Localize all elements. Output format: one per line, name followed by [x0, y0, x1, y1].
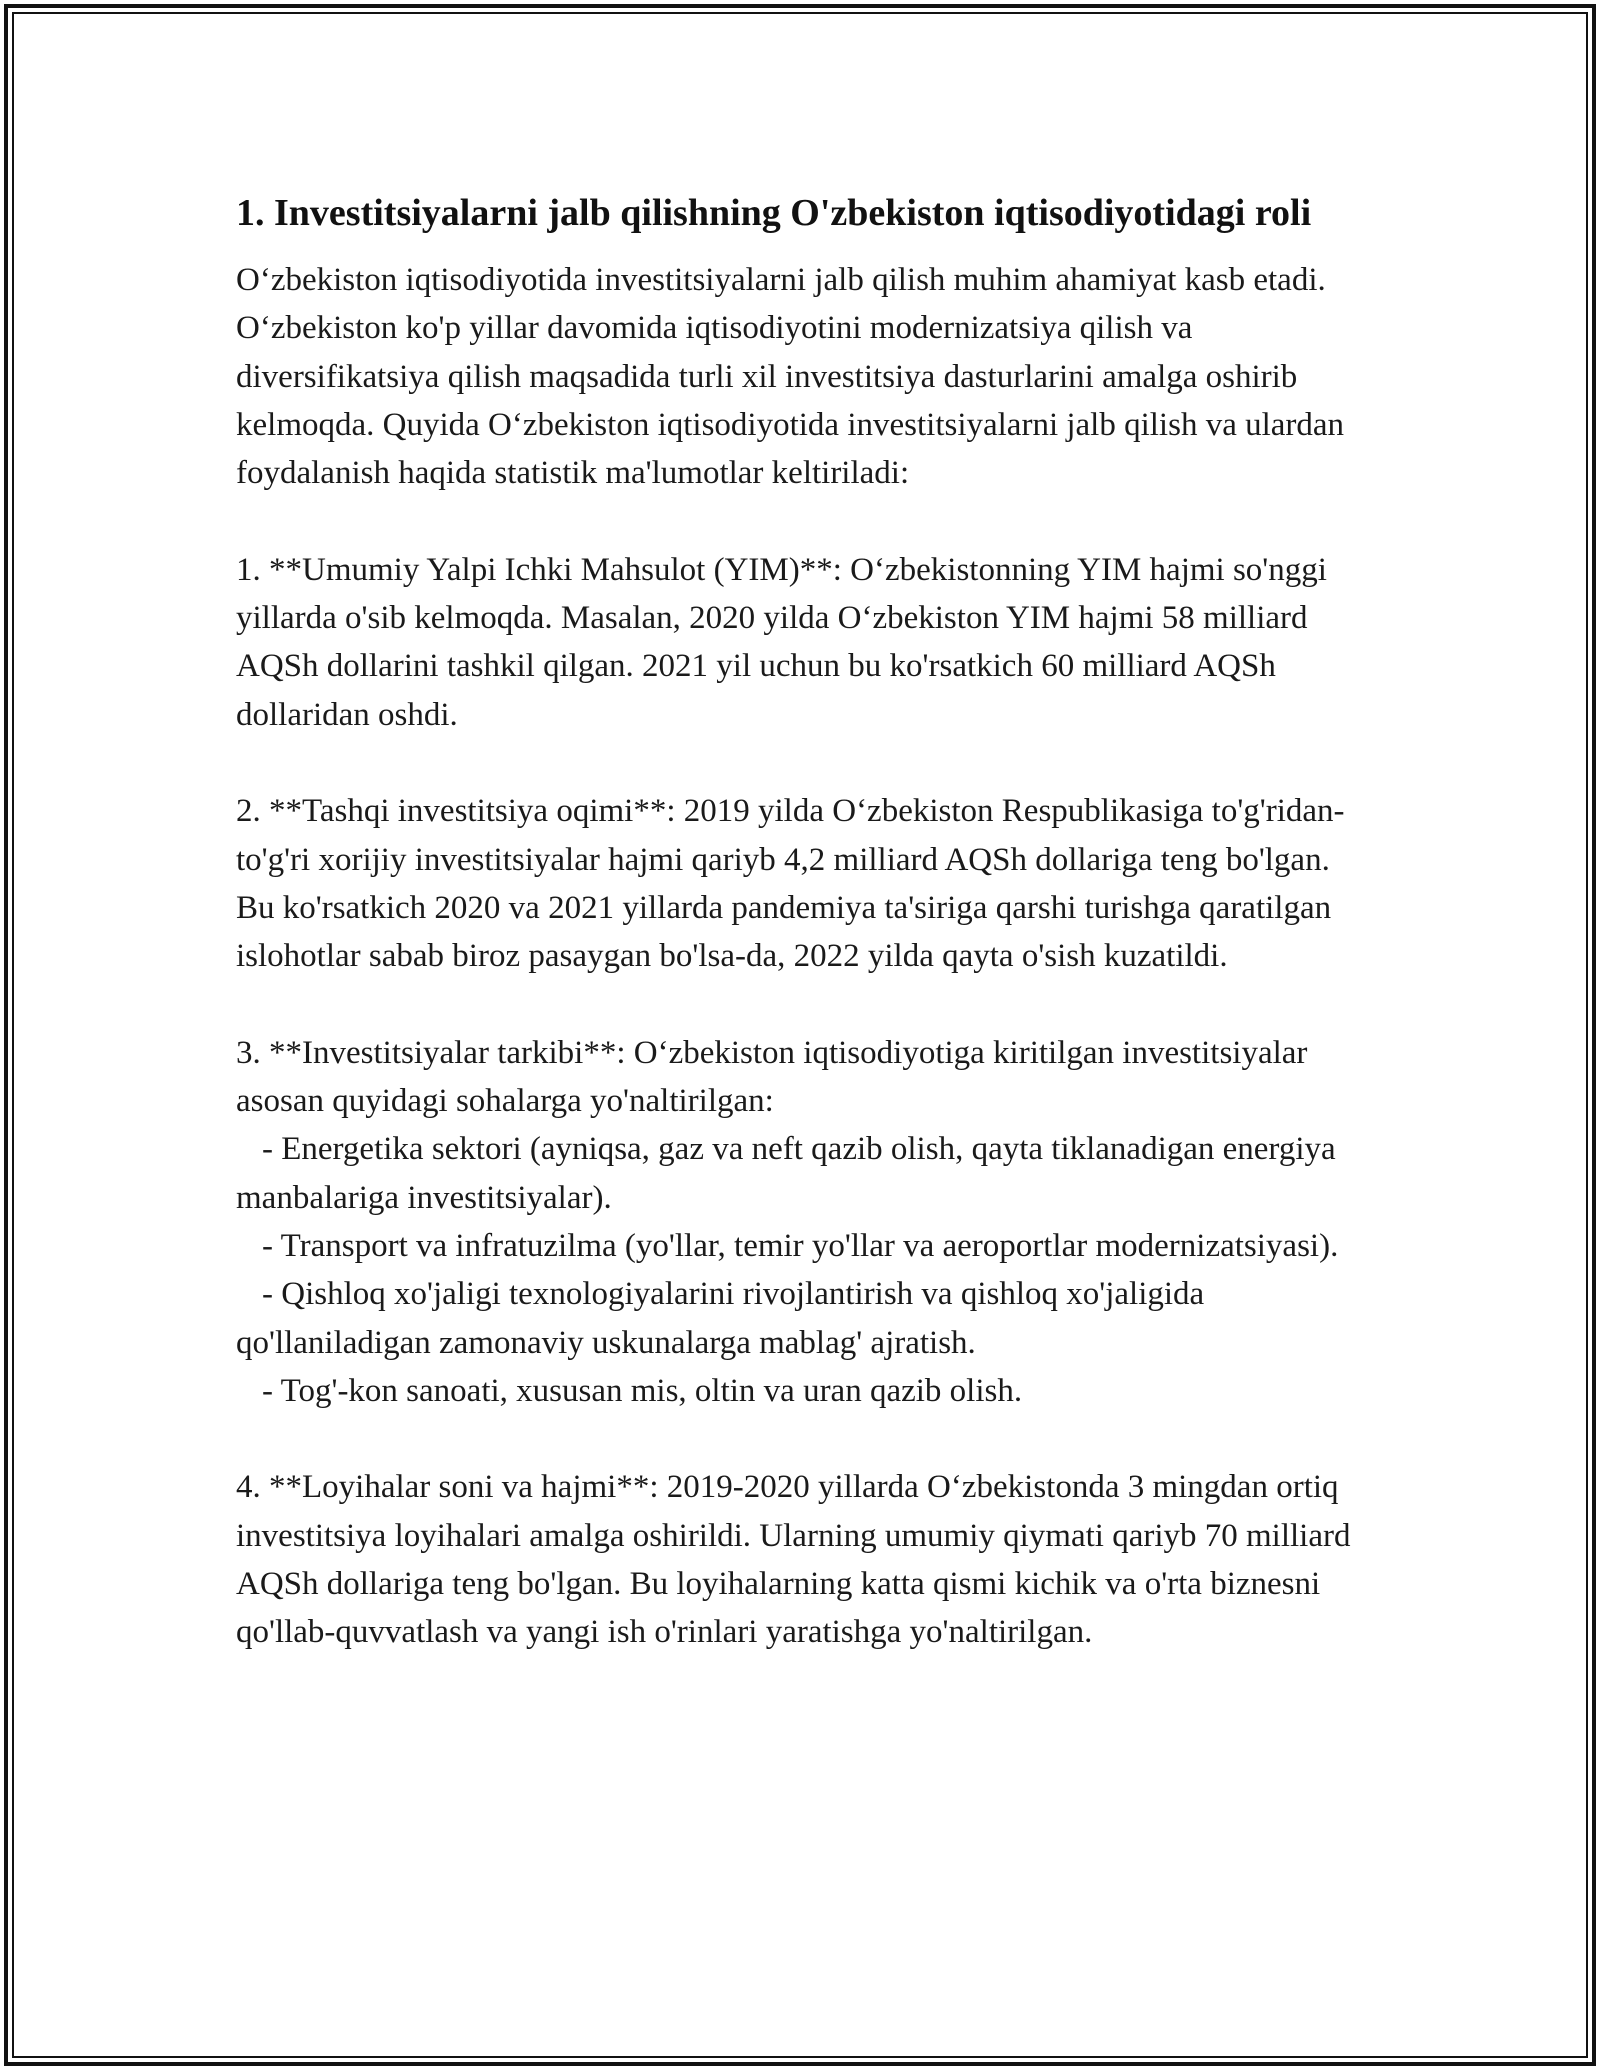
- list-item-foreign-investment: 2. **Tashqi investitsiya oqimi**: 2019 yilda O‘zbekiston Respublikasiga to'g'ridan-to'g'ri xorijiy investitsiyalar hajmi qariyb 4,2 milliard AQSh dollariga teng bo'lgan. Bu ko'rsatkich 2020 va 2021 yillarda pandemiya ta'siriga qarshi turishga qaratilgan islohotlar sabab biroz pasaygan bo'lsa-da, 2022 yilda qayta o'sish kuzatildi.: [236, 793, 1345, 975]
- intro-paragraph: O‘zbekiston iqtisodiyotida investitsiyalarni jalb qilish muhim ahamiyat kasb etadi. O‘zbekiston ko'p yillar davomida iqtisodiyotini modernizatsiya qilish va diversifikatsiya qilish maqsadida turli xil investitsiya dasturlarini amalga oshirib kelmoqda. Quyida O‘zbekiston iqtisodiyotida investitsiyalarni jalb qilish va ulardan foydalanish haqida statistik ma'lumotlar keltiriladi:: [236, 262, 1353, 492]
- paragraph-gap: [236, 739, 1366, 787]
- list-item-investment-structure: 3. **Investitsiyalar tarkibi**: O‘zbekiston iqtisodiyotiga kiritilgan investitsiyalar asosan quyidagi sohalarga yo'naltirilgan:: [236, 1034, 1316, 1120]
- sub-bullet-text: - Qishloq xo'jaligi texnologiyalarini rivojlantirish va qishloq xo'jaligida qo'llaniladigan zamonaviy uskunalarga mablag' ajratish.: [236, 1276, 1205, 1361]
- sub-bullet-agriculture: [236, 1270, 1366, 1367]
- document-title: 1. Investitsiyalarni jalb qilishning O'zbekiston iqtisodiyotidagi roli: [236, 192, 1312, 234]
- sub-bullet-text: - Transport va infratuzilma (yo'llar, temir yo'llar va aeroportlar modernizatsiyasi).: [262, 1227, 1339, 1264]
- list-item-gdp: 1. **Umumiy Yalpi Ichki Mahsulot (YIM)**: O‘zbekistonning YIM hajmi so'nggi yillarda o'sib kelmoqda. Masalan, 2020 yilda O‘zbekiston YIM hajmi 58 milliard AQSh dollarini tashkil qilgan. 2021 yil uchun bu ko'rsatkich 60 milliard AQSh dollaridan oshdi.: [236, 551, 1336, 733]
- paragraph-gap: [236, 497, 1366, 545]
- sub-bullet-transport: [236, 1222, 1366, 1270]
- sub-bullet-text: - Energetika sektori (ayniqsa, gaz va neft qazib olish, qayta tiklanadigan energiya manbalariga investitsiyalar).: [236, 1131, 1336, 1216]
- list-item-projects: 4. **Loyihalar soni va hajmi**: 2019-2020 yillarda O‘zbekistonda 3 mingdan ortiq investitsiya loyihalari amalga oshirildi. Ularning umumiy qiymati qariyb 70 milliard AQSh dollariga teng bo'lgan. Bu loyihalarning katta qismi kichik va o'rta biznesni qo'llab-quvvatlash va yangi ish o'rinlari yaratishga yo'naltirilgan.: [236, 1469, 1357, 1651]
- sub-bullet-mining: [236, 1367, 1366, 1415]
- sub-bullet-text: - Tog'-kon sanoati, xususan mis, oltin va uran qazib olish.: [262, 1372, 1023, 1409]
- sub-bullet-energy: [236, 1125, 1366, 1222]
- paragraph-gap: [236, 1415, 1366, 1463]
- document-body: [236, 186, 1366, 1657]
- paragraph-gap: [236, 980, 1366, 1028]
